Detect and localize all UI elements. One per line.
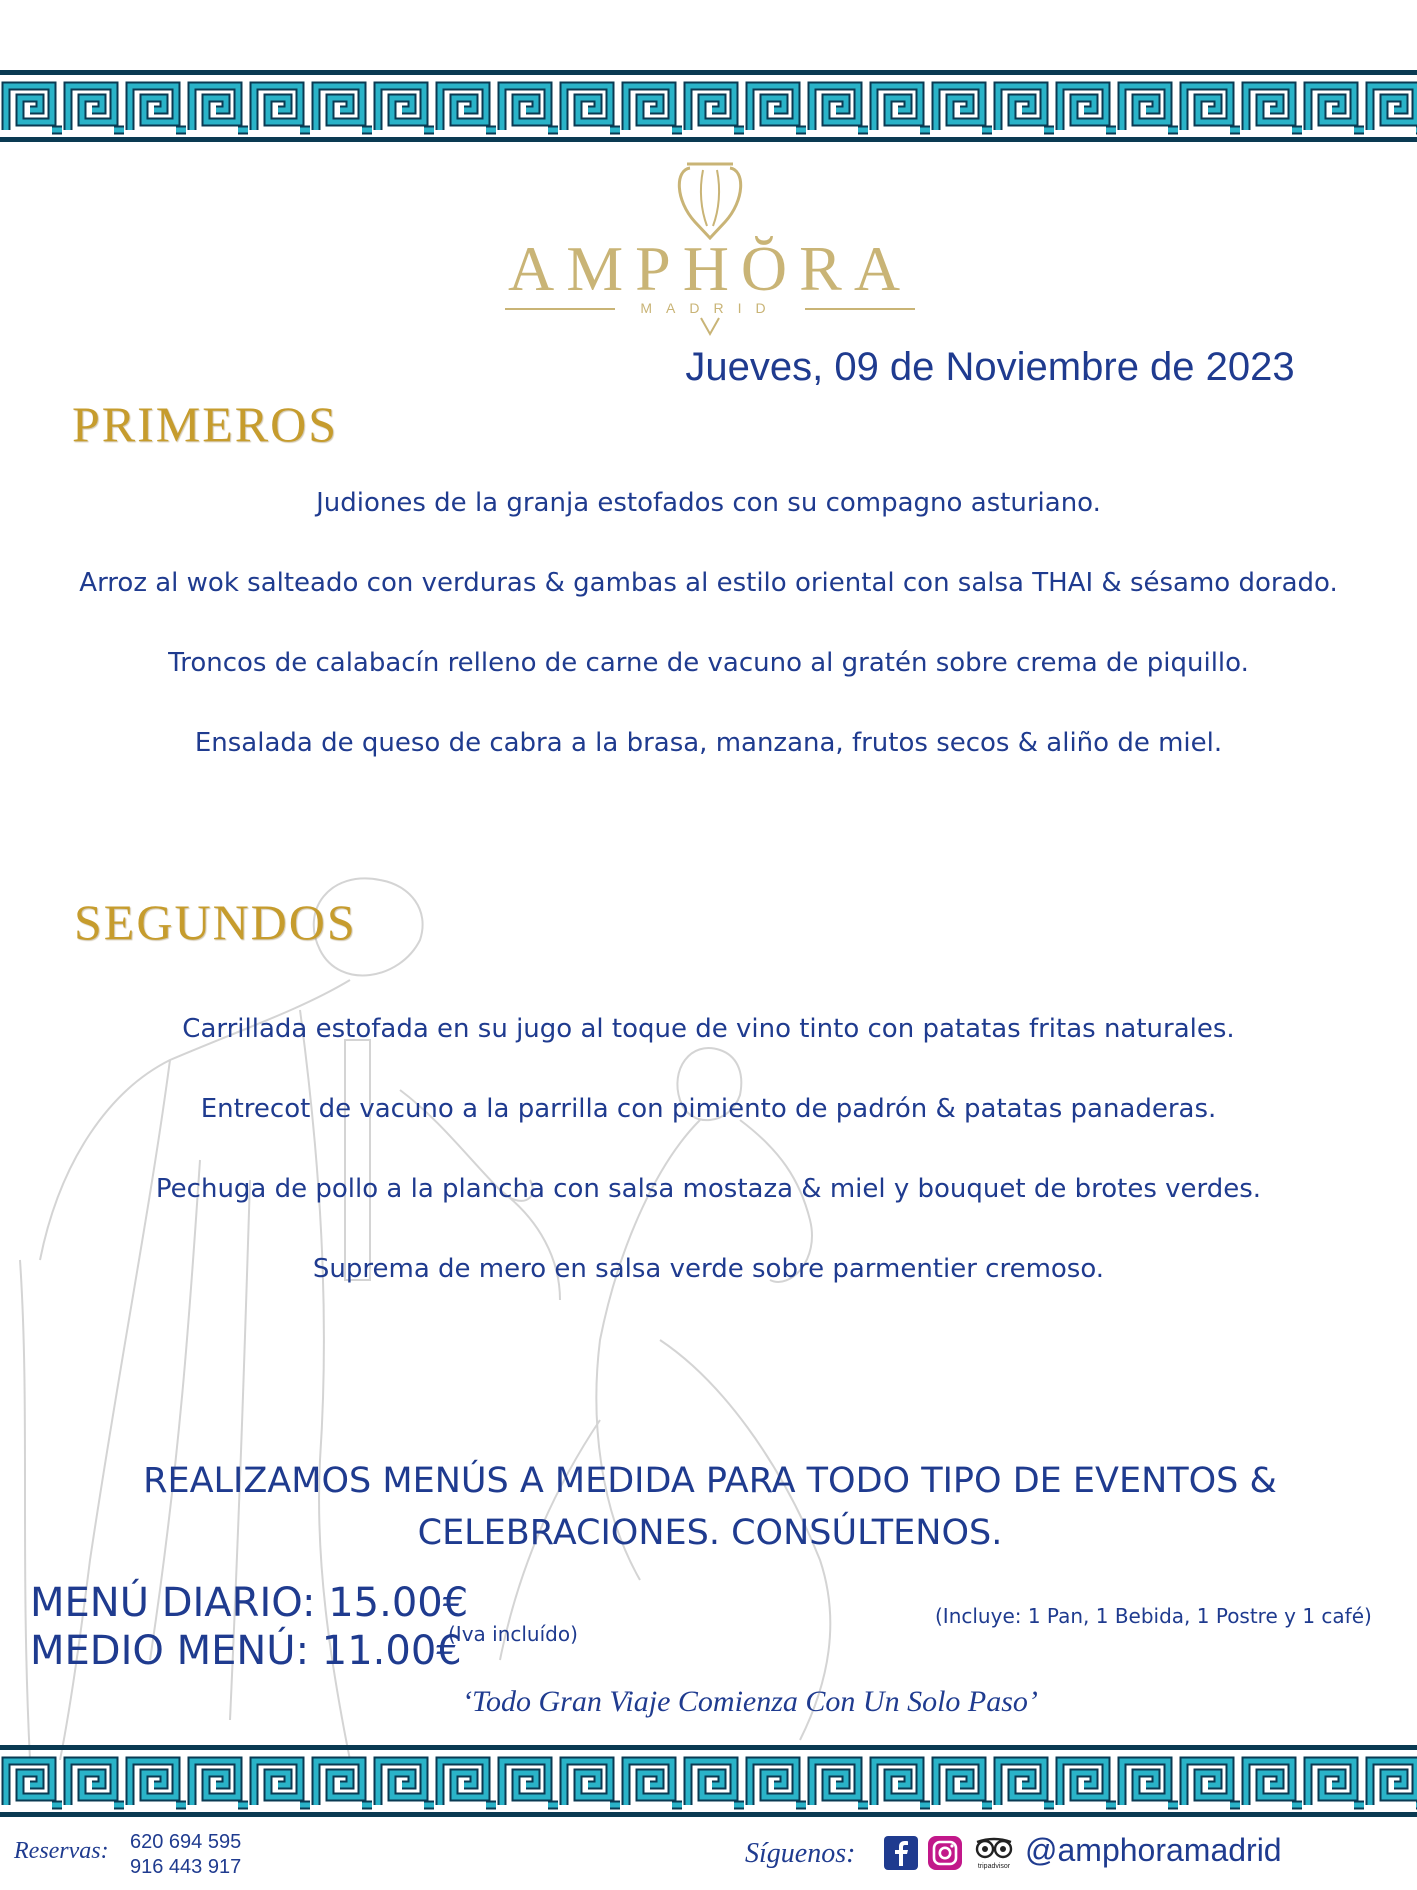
segundos-dish: Suprema de mero en salsa verde sobre parmentier cremoso. — [312, 1254, 1105, 1284]
social-handle[interactable]: @amphoramadrid — [1025, 1832, 1282, 1868]
primeros-dish: Ensalada de queso de cabra a la brasa, manzana, frutos secos & aliño de miel. — [194, 728, 1223, 758]
tripadvisor-wordmark: tripadvisor — [977, 1863, 1011, 1870]
promo-line-1: REALIZAMOS MENÚS A MEDIDA PARA TODO TIPO DE EVENTOS & — [143, 1461, 1277, 1501]
incluye-note: (Incluye: 1 Pan, 1 Bebida, 1 Postre y 1 café) — [935, 1604, 1372, 1628]
greek-key-pattern-top — [0, 70, 1417, 142]
phone-number[interactable]: 620 694 595 — [130, 1831, 242, 1853]
motto-quote: ‘Todo Gran Viaje Comienza Con Un Solo Paso’ — [462, 1685, 1038, 1718]
primeros-dish: Arroz al wok salteado con verduras & gambas al estilo oriental con salsa THAI & sésamo dorado. — [79, 568, 1338, 598]
greek-key-pattern-bottom — [0, 1745, 1417, 1817]
primeros-dish: Judiones de la granja estofados con su compagno asturiano. — [316, 488, 1101, 518]
segundos-dish: Carrillada estofada en su jugo al toque de vino tinto con patatas fritas naturales. — [182, 1014, 1235, 1044]
medio-menu-price: MEDIO MENÚ: 11.00€ — [30, 1628, 462, 1674]
top-greek-key-border — [0, 70, 1417, 142]
menu-date: Jueves, 09 de Noviembre de 2023 — [685, 345, 1295, 389]
primeros-dish: Troncos de calabacín relleno de carne de vacuno al gratén sobre crema de piquillo. — [168, 648, 1249, 678]
segundos-dish: Entrecot de vacuno a la parrilla con pimiento de padrón & patatas panaderas. — [200, 1094, 1217, 1124]
segundos-dish: Pechuga de pollo a la plancha con salsa mostaza & miel y bouquet de brotes verdes. — [155, 1174, 1262, 1204]
amphora-vase-icon — [665, 160, 755, 240]
facebook-icon[interactable] — [884, 1836, 918, 1870]
amphora-logo — [505, 160, 915, 340]
events-promo — [120, 1455, 1300, 1559]
menu-diario-price: MENÚ DIARIO: 15.00€ — [30, 1580, 469, 1626]
bottom-greek-key-border — [0, 1745, 1417, 1817]
promo-line-2: CELEBRACIONES. CONSÚLTENOS. — [417, 1513, 1003, 1553]
reservas-label: Reservas: — [14, 1838, 109, 1864]
tripadvisor-icon[interactable] — [972, 1836, 1016, 1870]
brand-name: AMPHŎRA — [507, 233, 913, 304]
section-title-primeros: PRIMEROS — [72, 396, 339, 452]
section-title-segundos: SEGUNDOS — [74, 894, 357, 950]
phone-number[interactable]: 916 443 917 — [130, 1856, 242, 1878]
instagram-icon[interactable] — [928, 1836, 962, 1870]
brand-subtitle: MADRID — [640, 300, 780, 316]
siguenos-label: Síguenos: — [745, 1838, 856, 1869]
iva-note: (Iva incluído) — [448, 1622, 578, 1646]
